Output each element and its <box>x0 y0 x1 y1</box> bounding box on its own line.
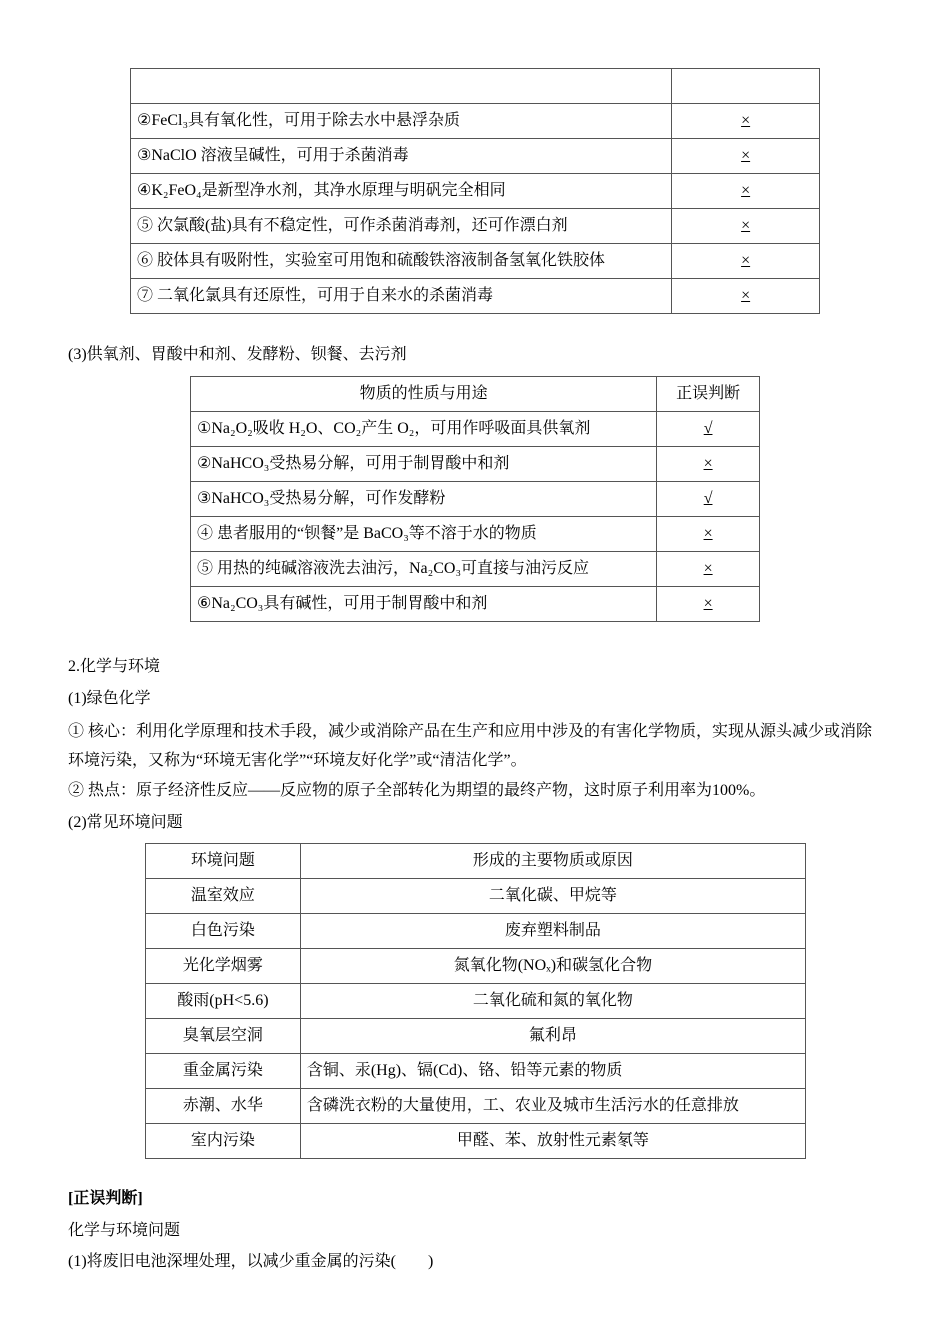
property-cell-text: ⑥ 胶体具有吸附性，实验室可用饱和硫酸铁溶液制备氢氧化铁胶体 <box>137 252 606 269</box>
property-cell <box>131 139 672 174</box>
property-cell-text: ⑥Na₂CO₃具有碱性，可用于制胃酸中和剂 <box>197 595 488 612</box>
property-cell <box>131 104 672 139</box>
judgement-cell-text: √ <box>703 490 713 507</box>
table-row <box>131 209 820 244</box>
issue-cell-text: 室内污染 <box>190 1132 255 1149</box>
cause-cell-text: 氮氧化物(NOₓ)和碳氢化合物 <box>453 957 653 974</box>
judgement-cell <box>657 447 760 482</box>
issue-cell <box>146 984 301 1019</box>
cause-cell <box>300 1019 805 1054</box>
table-row <box>191 552 760 587</box>
judgement-cell <box>672 139 820 174</box>
issue-cell <box>146 1054 301 1089</box>
cause-cell-text: 二氧化硫和氮的氧化物 <box>472 992 633 1009</box>
env-issues-title: (2)常见环境问题 <box>68 814 183 831</box>
table-row <box>146 1089 806 1124</box>
cause-cell-text: 氟利昂 <box>528 1027 577 1044</box>
table-row <box>191 587 760 622</box>
judgement-cell-text: × <box>703 595 713 612</box>
judgement-cell <box>657 587 760 622</box>
judgement-cell-text: × <box>703 560 713 577</box>
judgement-cell <box>672 209 820 244</box>
property-cell <box>191 482 657 517</box>
property-cell-text: ③NaClO 溶液呈碱性，可用于杀菌消毒 <box>137 147 409 164</box>
table-header-row <box>146 844 806 879</box>
cause-cell <box>300 914 805 949</box>
property-cell <box>191 587 657 622</box>
table-row <box>146 879 806 914</box>
judgement-cell-text: √ <box>703 420 713 437</box>
judgement-cell-text: × <box>741 182 751 199</box>
judgement-cell-text: × <box>741 252 751 269</box>
judgement-cell-text: × <box>741 217 751 234</box>
judgement-cell <box>672 174 820 209</box>
property-cell-text: ③NaHCO₃受热易分解，可作发酵粉 <box>197 490 446 507</box>
property-cell-text: ⑦ 二氧化氯具有还原性，可用于自来水的杀菌消毒 <box>137 287 494 304</box>
core-paragraph: ① 核心：利用化学原理和技术手段，减少或消除产品在生产和应用中涉及的有害化学物质，实现从源头减少或消除环境污染，又称为“环境无害化学”“环境友好化学”或“清洁化学”。 <box>68 723 873 769</box>
header-cause: 形成的主要物质或原因 <box>300 844 805 879</box>
property-cell-text: ⑤ 用热的纯碱溶液洗去油污，Na₂CO₃可直接与油污反应 <box>197 560 590 577</box>
table-row <box>191 482 760 517</box>
table-row <box>131 139 820 174</box>
property-cell-text: ④ 患者服用的“钡餐”是 BaCO₃等不溶于水的物质 <box>197 525 537 542</box>
judgement-cell-text: × <box>741 112 751 129</box>
judgement-cell <box>672 69 820 104</box>
issue-cell <box>146 879 301 914</box>
cause-cell-text: 含铜、汞(Hg)、镉(Cd)、铬、铅等元素的物质 <box>306 1062 623 1079</box>
judgement-cell-text: × <box>741 147 751 164</box>
property-cell <box>131 174 672 209</box>
property-cell <box>191 517 657 552</box>
table-row <box>131 244 820 279</box>
header-issue: 环境问题 <box>146 844 301 879</box>
issue-cell-text: 臭氧层空洞 <box>182 1027 263 1044</box>
issue-cell-text: 重金属污染 <box>182 1062 263 1079</box>
issue-cell <box>146 1089 301 1124</box>
table-row <box>131 104 820 139</box>
judge-title: [正误判断] <box>68 1190 143 1207</box>
table-row <box>131 174 820 209</box>
judgement-cell <box>657 482 760 517</box>
cause-cell <box>300 984 805 1019</box>
header-property: 物质的性质与用途 <box>191 377 657 412</box>
judgement-cell <box>657 552 760 587</box>
green-chemistry-title: (1)绿色化学 <box>68 690 151 707</box>
property-cell <box>131 279 672 314</box>
property-cell-text: ②FeCl₃具有氧化性，可用于除去水中悬浮杂质 <box>137 112 461 129</box>
judgement-cell <box>657 412 760 447</box>
header-judgement: 正误判断 <box>657 377 760 412</box>
property-cell <box>131 209 672 244</box>
judgement-cell <box>657 517 760 552</box>
table-row <box>131 279 820 314</box>
table-row <box>191 517 760 552</box>
cause-cell <box>300 1054 805 1089</box>
property-cell <box>191 447 657 482</box>
issue-cell-text: 温室效应 <box>190 887 255 904</box>
table-sodium-compounds <box>190 376 760 622</box>
property-cell-text: ④K₂FeO₄是新型净水剂，其净水原理与明矾完全相同 <box>137 182 506 199</box>
property-cell <box>131 244 672 279</box>
judgement-cell-text: × <box>741 287 751 304</box>
issue-cell-text: 酸雨(pH<5.6) <box>177 992 269 1009</box>
cause-cell-text: 废弃塑料制品 <box>504 922 601 939</box>
issue-cell-text: 白色污染 <box>190 922 255 939</box>
judge-question-1: (1)将废旧电池深埋处理，以减少重金属的污染( ) <box>68 1253 434 1270</box>
property-cell <box>191 412 657 447</box>
table-row <box>191 412 760 447</box>
cause-cell <box>300 879 805 914</box>
cause-cell <box>300 949 805 984</box>
table-row <box>146 949 806 984</box>
section-2-title: 2.化学与环境 <box>68 658 161 675</box>
table-row <box>146 1019 806 1054</box>
property-cell <box>191 552 657 587</box>
table-row <box>146 1124 806 1159</box>
table-row <box>146 1054 806 1089</box>
judgement-cell <box>672 279 820 314</box>
judgement-cell-text: × <box>703 455 713 472</box>
issue-cell <box>146 1124 301 1159</box>
cause-cell-text: 甲醛、苯、放射性元素氡等 <box>456 1132 649 1149</box>
cause-cell-text: 含磷洗衣粉的大量使用，工、农业及城市生活污水的任意排放 <box>306 1097 739 1114</box>
table-row <box>146 984 806 1019</box>
judgement-cell <box>672 244 820 279</box>
issue-cell-text: 赤潮、水华 <box>182 1097 263 1114</box>
property-cell-text: ⑤ 次氯酸(盐)具有不稳定性，可作杀菌消毒剂，还可作漂白剂 <box>137 217 568 234</box>
table-row <box>131 69 820 104</box>
table-row <box>191 447 760 482</box>
property-cell-text: ②NaHCO₃受热易分解，可用于制胃酸中和剂 <box>197 455 510 472</box>
table-env-issues <box>145 843 806 1159</box>
judgement-cell-text: × <box>703 525 713 542</box>
issue-cell-text: 光化学烟雾 <box>182 957 263 974</box>
issue-cell <box>146 949 301 984</box>
table-row <box>146 914 806 949</box>
issue-cell <box>146 914 301 949</box>
property-cell-text: ①Na₂O₂吸收 H₂O、CO₂产生 O₂，可用作呼吸面具供氧剂 <box>197 420 591 437</box>
hot-paragraph: ② 热点：原子经济性反应——反应物的原子全部转化为期望的最终产物，这时原子利用率为100%。 <box>68 782 766 799</box>
cause-cell <box>300 1089 805 1124</box>
cause-cell-text: 二氧化碳、甲烷等 <box>488 887 617 904</box>
cause-cell <box>300 1124 805 1159</box>
table-header-row <box>191 377 760 412</box>
table-oxidizers <box>130 68 820 314</box>
property-cell <box>131 69 672 104</box>
issue-cell <box>146 1019 301 1054</box>
judgement-cell <box>672 104 820 139</box>
section-3-title: (3)供氧剂、胃酸中和剂、发酵粉、钡餐、去污剂 <box>68 346 407 363</box>
judge-subtitle: 化学与环境问题 <box>68 1222 181 1239</box>
